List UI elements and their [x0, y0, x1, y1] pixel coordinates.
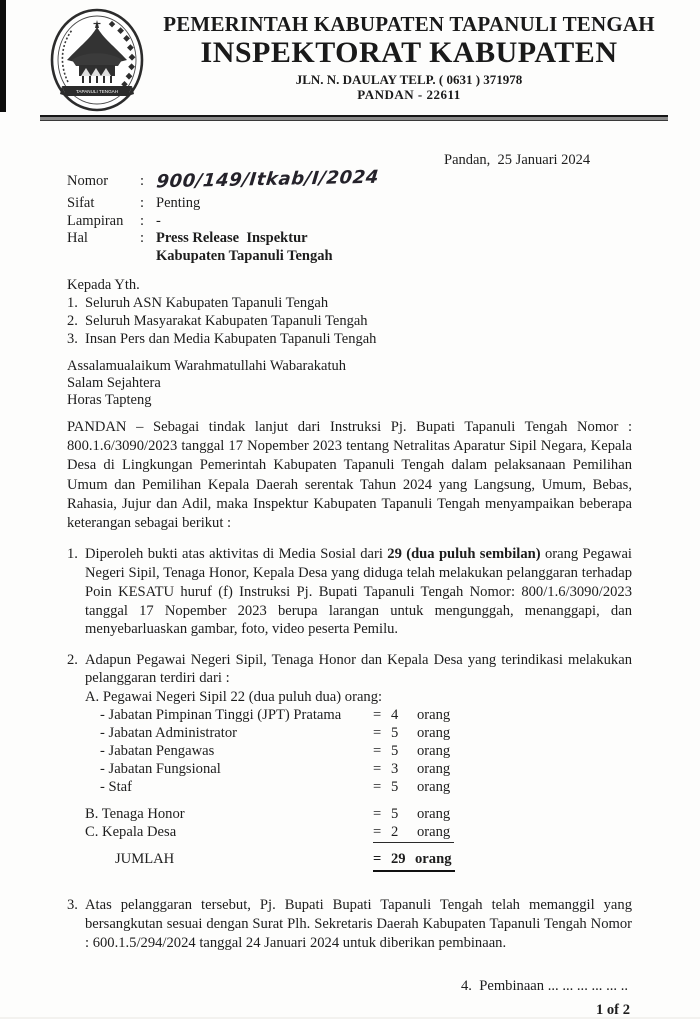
nomor-label: Nomor: [67, 173, 109, 189]
office-address: JLN. N. DAULAY TELP. ( 0631 ) 371978: [295, 72, 523, 87]
hal-colon: :: [140, 230, 145, 246]
count-row-total: JUMLAH = 29 orang: [85, 849, 632, 872]
seal-banner-text: TAPANULI TENGAH: [75, 89, 119, 94]
recipients-block: [67, 276, 700, 348]
nomor-colon: :: [140, 173, 145, 189]
salutation: Kepada Yth.: [67, 277, 140, 293]
office-city-postcode: PANDAN - 22611: [357, 87, 461, 102]
letterhead-divider: [40, 115, 668, 121]
count-row: - Jabatan Fungsional = 3 orang: [100, 761, 451, 778]
hal-value-line1: Press Release Inspektur: [156, 230, 308, 246]
nomor-value-handwritten: 900/149/Itkab/I/2024: [155, 166, 380, 193]
count-row-honor: B. Tenaga Honor = 5 orang: [85, 806, 451, 823]
greeting-islamic: Assalamualaikum Warahmatullahi Wabarakatuh: [67, 358, 346, 374]
greeting-general: Salam Sejahtera: [67, 375, 161, 391]
point-3-number: 3.: [67, 897, 78, 914]
lampiran-label: Lampiran: [67, 212, 124, 229]
point-3-text: Atas pelanggaran tersebut, Pj. Bupati Bupati Tapanuli Tengah telah memanggil yang bersangkutan sesuai dengan Surat Plh. Sekretaris Daerah Kabupaten Tapanuli Tengah Nomor : 600.1.5/294/2024 tanggal 24 Januari 2024 untuk diberikan pembinaan.: [85, 897, 632, 951]
count-row: - Jabatan Administrator = 5 orang: [100, 725, 451, 742]
hal-label: Hal: [67, 230, 88, 246]
point-1-text: Diperoleh bukti atas aktivitas di Media Sosial dari 29 (dua puluh sembilan) orang Pegawai Negeri Sipil, Tenaga Honor, Kepala Desa yang diduga telah melakukan pelanggaran terhadap Poin KESATU huruf (f) Instruksi Pj. Bupati Tapanuli Tengah Nomor: 800/1.6/3090/2023 tanggal 17 Nopember 2023 berupa larangan untuk mengunggah, menanggapi, dan menyebarluaskan gambar, foto, video peserta Pemilu.: [85, 546, 632, 638]
point-1-number: 1.: [67, 546, 78, 563]
letterhead-text: [146, 8, 672, 102]
lampiran-colon: :: [140, 212, 145, 229]
place-date: Pandan, 25 Januari 2024: [444, 152, 591, 168]
sifat-colon: :: [140, 195, 145, 211]
point-2-body: [85, 651, 632, 872]
government-name: PEMERINTAH KABUPATEN TAPANULI TENGAH: [163, 12, 655, 36]
recipient-item: 1. Seluruh ASN Kabupaten Tapanuli Tengah: [67, 295, 329, 311]
letter-meta: [67, 166, 700, 265]
scan-edge-artifact: [0, 0, 6, 112]
violator-count-bold: 29 (dua puluh sembilan): [387, 546, 541, 563]
meta-row-lampiran: [67, 213, 700, 231]
recipient-item: 2. Seluruh Masyarakat Kabupaten Tapanuli Tengah: [67, 313, 368, 329]
meta-row-hal: [67, 230, 700, 248]
meta-row-sifat: [67, 195, 700, 213]
greetings-block: [67, 358, 700, 409]
hal-value-line2: Kabupaten Tapanuli Tengah: [156, 247, 333, 264]
regency-seal-icon: [50, 8, 146, 112]
point-2-number: 2.: [67, 652, 78, 669]
office-name: INSPEKTORAT KABUPATEN: [200, 36, 618, 69]
meta-row-hal-cont: [67, 248, 700, 266]
page-number: 1 of 2: [595, 1001, 630, 1018]
recipient-item: 3. Insan Pers dan Media Kabupaten Tapanuli Tengah: [67, 331, 377, 347]
point-2-intro: Adapun Pegawai Negeri Sipil, Tenaga Honor dan Kepala Desa yang terindikasi melakukan pelanggaran terdiri dari :: [85, 652, 632, 687]
letterhead: [0, 0, 700, 112]
point-1: [67, 545, 632, 639]
count-row: - Jabatan Pengawas = 5 orang: [100, 743, 451, 760]
greeting-local: Horas Tapteng: [67, 392, 152, 408]
lampiran-value: -: [156, 212, 161, 229]
count-row: - Staf = 5 orang: [100, 779, 451, 796]
count-row: - Jabatan Pimpinan Tinggi (JPT) Pratama = 4 orang: [100, 707, 451, 724]
count-row-kepala-desa: C. Kepala Desa = 2 orang: [85, 823, 632, 843]
point-3: [67, 896, 632, 952]
sub-a-heading: A. Pegawai Negeri Sipil 22 (dua puluh dua) orang:: [85, 689, 383, 706]
catchword-next-page: 4. Pembinaan ... ... ... ... ... ..: [460, 977, 628, 994]
sifat-value: Penting: [156, 195, 201, 211]
point-2: [67, 651, 632, 872]
meta-row-nomor: [67, 166, 700, 195]
opening-paragraph: PANDAN – Sebagai tindak lanjut dari Instruksi Pj. Bupati Tapanuli Tengah Nomor : 800.1.6/3090/2023 tanggal 17 Nopember 2023 tentang Netralitas Aparatur Sipil Negara, Kepala Desa di Lingkungan Pemerintah Kabupaten Tapanuli Tengah dalam pelaksanaan Pemilihan Umum dan Pemilihan Kepala Daerah serentak Tahun 2024 yang Langsung, Umum, Bebas, Rahasia, Jujur dan Adil, maka Inspektur Kabupaten Tapanuli Tengah menyampaikan beberapa keterangan sebagai berikut :: [67, 419, 632, 532]
sifat-label: Sifat: [67, 195, 95, 211]
